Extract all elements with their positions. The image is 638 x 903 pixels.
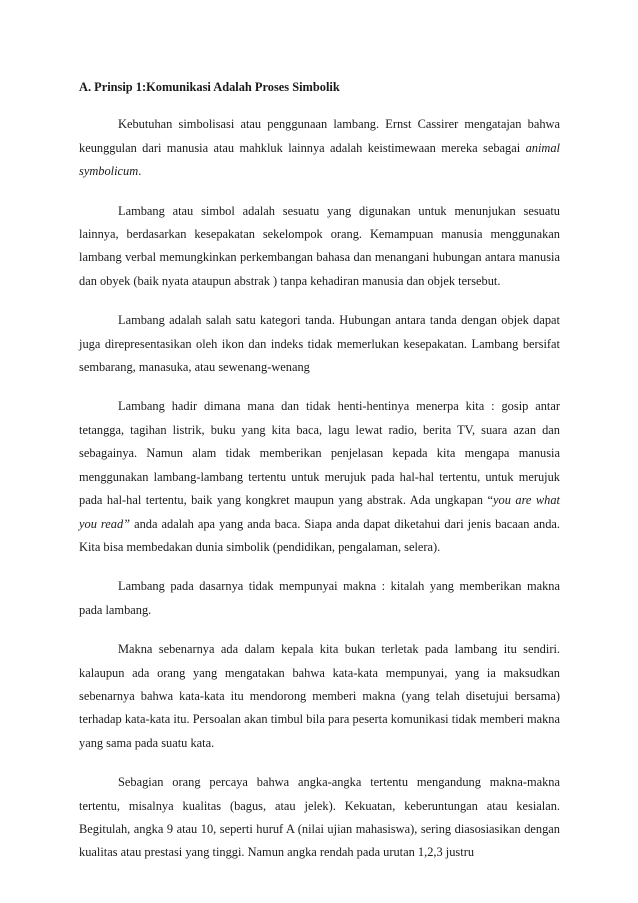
section-heading: A. Prinsip 1:Komunikasi Adalah Proses Simbolik	[79, 80, 340, 94]
paragraph-1	[79, 113, 560, 183]
paragraph-3: Lambang adalah salah satu kategori tanda. Hubungan antara tanda dengan objek dapat juga direpresentasikan oleh ikon dan indeks tidak memerlukan kesepakatan. Lambang bersifat sembarang, manasuka, atau sewenang-wenang	[79, 313, 560, 375]
document-body	[79, 76, 560, 881]
paragraph-1-text: Kebutuhan simbolisasi atau penggunaan lambang. Ernst Cassirer mengatajan bahwa keunggulan dari manusia atau mahkluk lainnya adalah keistimewaan mereka sebagai	[79, 117, 560, 155]
paragraph-4	[79, 395, 560, 559]
paragraph-2: Lambang atau simbol adalah sesuatu yang digunakan untuk menunjukan sesuatu lainnya, berdasarkan kesepakatan sekelompok orang. Kemampuan manusia menggunakan lambang verbal memungkinkan perkembangan bahasa dan menangani hubungan antara manusia dan obyek (baik nyata ataupun abstrak ) tanpa kehadiran manusia dan objek tersebut.	[79, 203, 560, 288]
paragraph-4-end: anda adalah apa yang anda baca. Siapa anda dapat diketahui dari jenis bacaan anda. Kita bisa membedakan dunia simbolik (pendidikan, pengalaman, selera).	[79, 516, 560, 554]
paragraph-6: Makna sebenarnya ada dalam kepala kita bukan terletak pada lambang itu sendiri. kalaupun ada orang yang mengatakan bahwa kata-kata mempunyai, yang ia maksudkan sebenarnya bahwa kata-kata itu mendorong memberi makna (yang telah disetujui bersama) terhadap kata-kata itu. Persoalan akan timbul bila para peserta komunikasi tidak memberi makna yang sama pada suatu kata.	[79, 642, 560, 750]
paragraph-4-emphasis: you are what you read”	[79, 493, 561, 531]
paragraph-1-emphasis: animal symbolicum	[79, 140, 560, 179]
paragraph-1-end: .	[138, 164, 142, 179]
paragraph-7: Sebagian orang percaya bahwa angka-angka tertentu mengandung makna-makna tertentu, misalnya kualitas (bagus, atau jelek). Kekuatan, keberuntungan atau kesialan. Begitulah, angka 9 atau 10, seperti huruf A (nilai ujian mahasiswa), sering diasosiasikan dengan kualitas atau prestasi yang tinggi. Namun angka rendah pada urutan 1,2,3 justru	[79, 775, 560, 860]
paragraph-4-text: Lambang hadir dimana mana dan tidak henti-hentinya menerpa kita : gosip antar tetangga, tagihan listrik, buku yang kita baca, lagu lewat radio, berita TV, suara azan dan sebagainya. Namun alam tidak memberikan penjelasan kepada kita mengapa manusia menggunakan lambang-lambang tertentu untuk merujuk pada hal-hal tertentu, untuk merujuk pada hal-hal tertentu, baik yang kongkret maupun yang abstrak. Ada ungkapan “	[79, 399, 560, 508]
paragraph-5: Lambang pada dasarnya tidak mempunyai makna : kitalah yang memberikan makna pada lambang.	[79, 579, 560, 617]
